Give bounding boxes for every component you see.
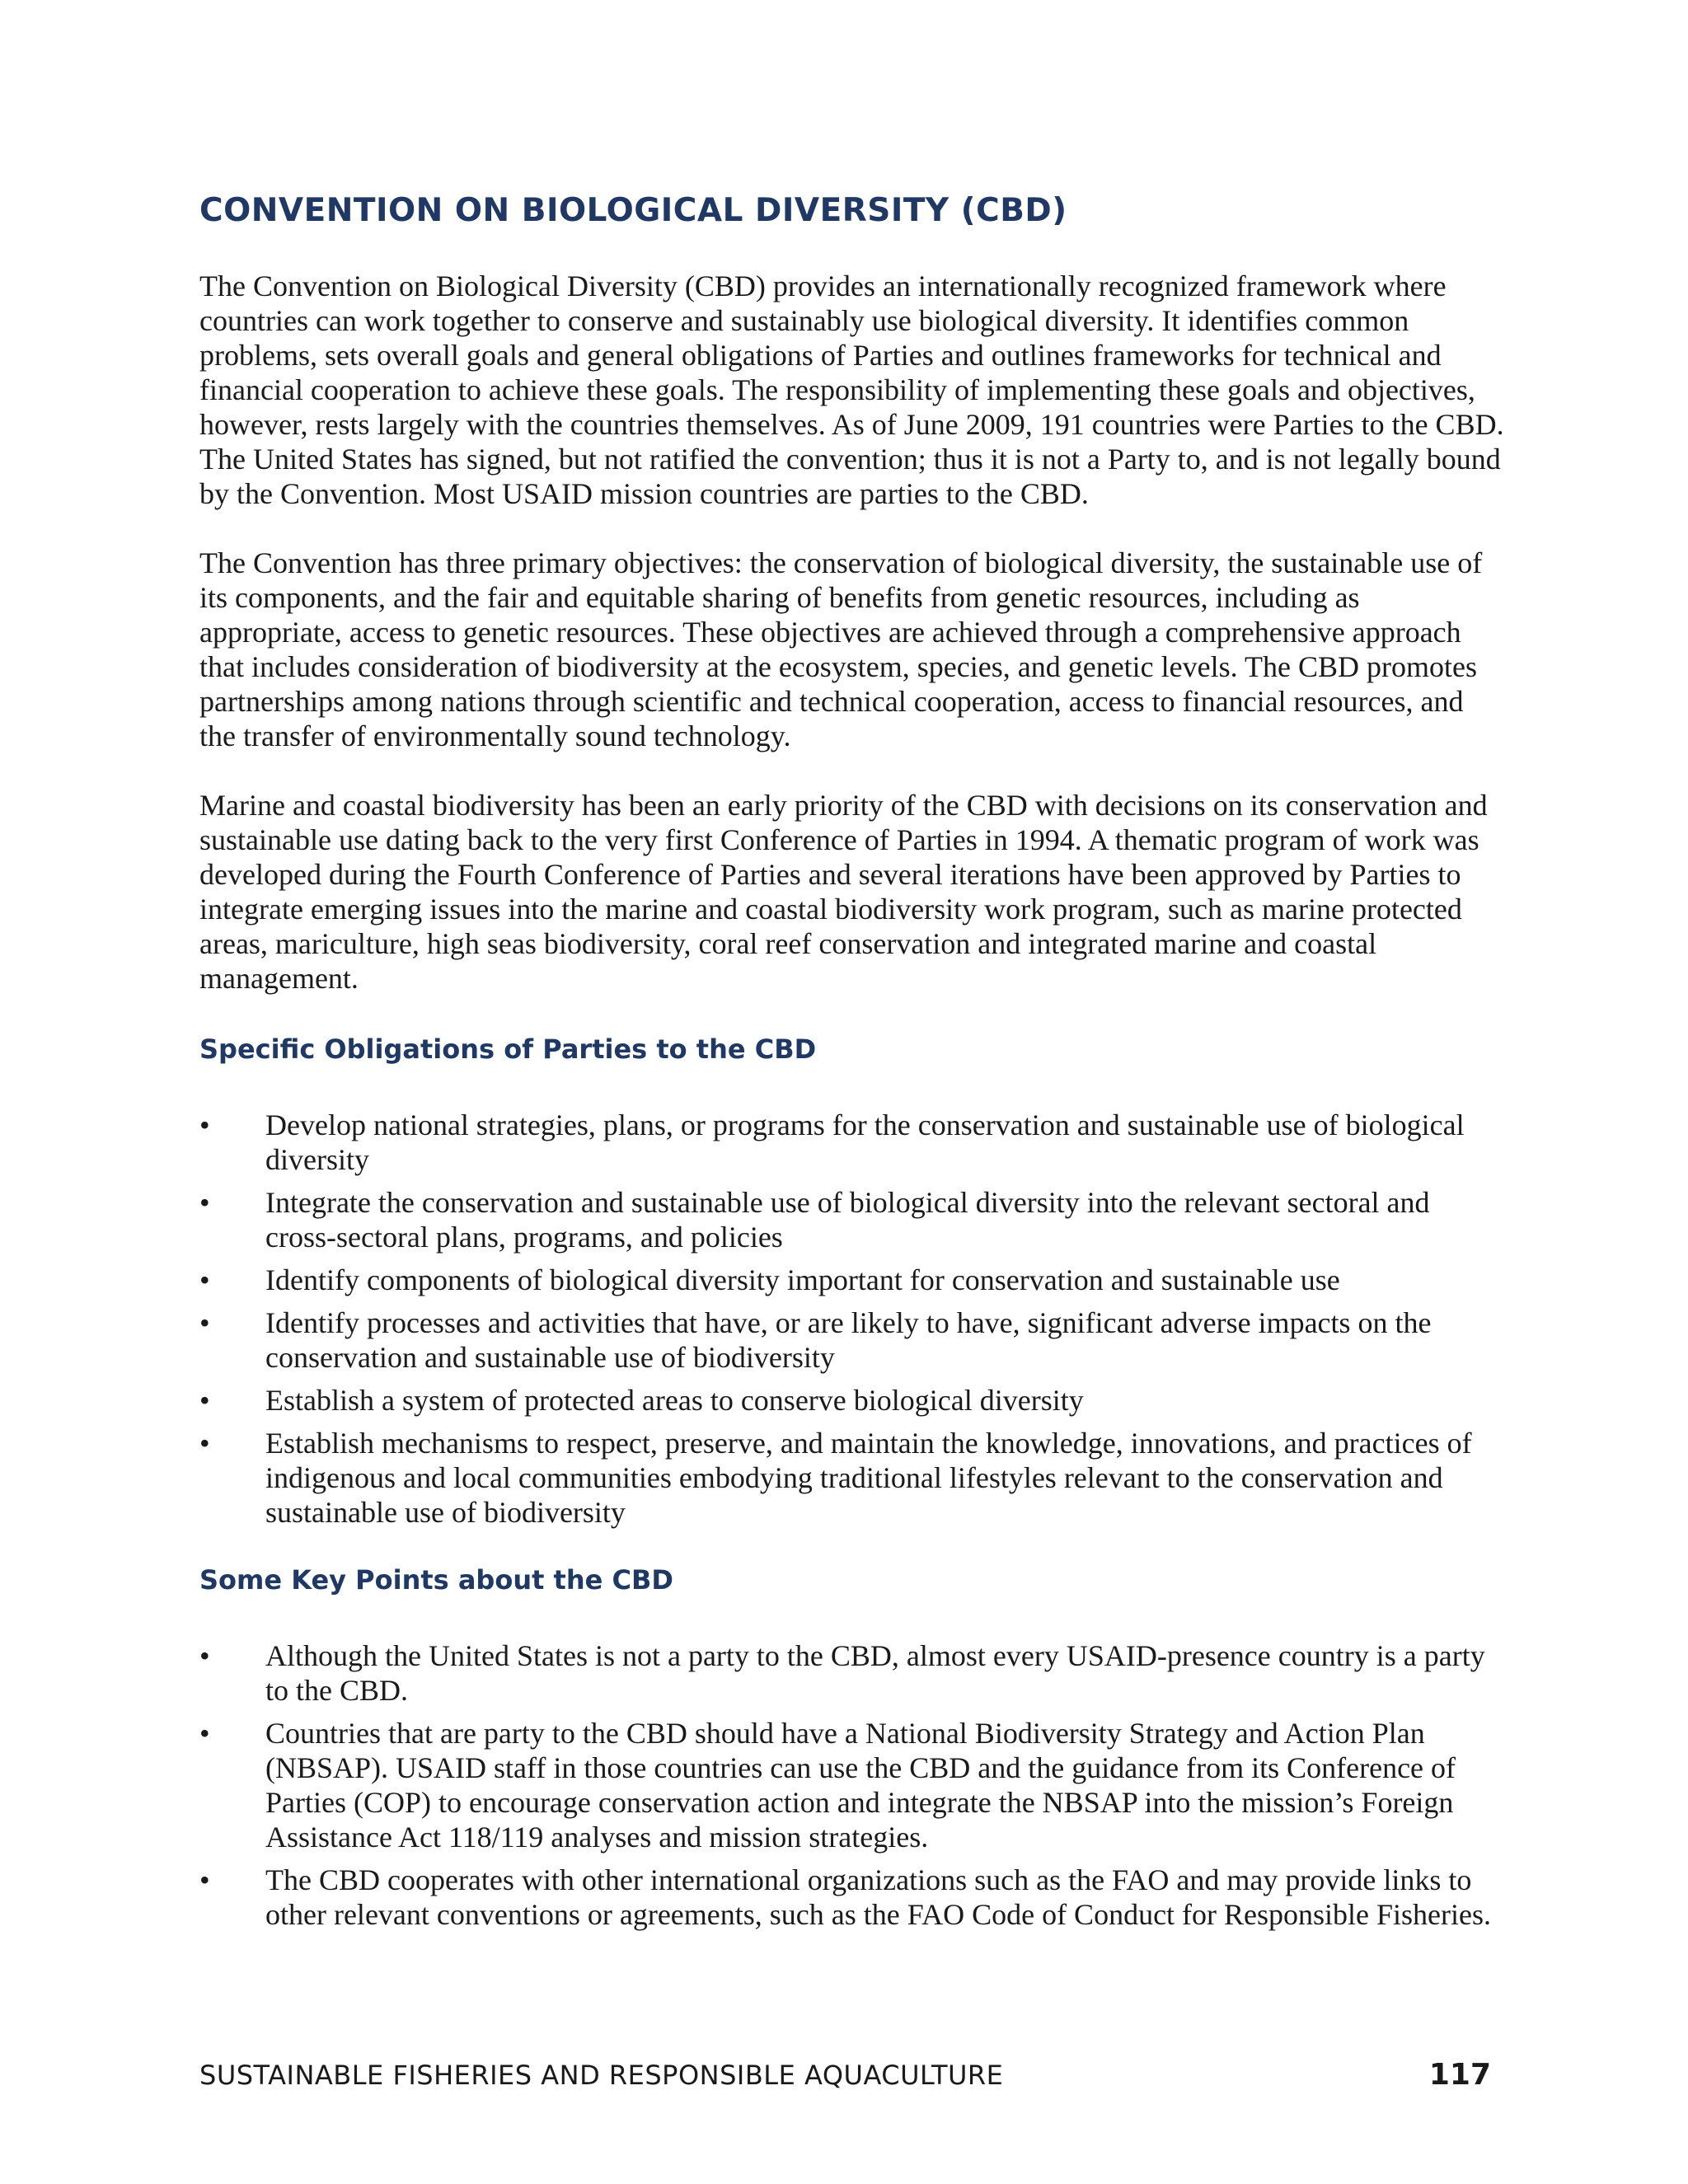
list-item: • Identify components of biological diversity important for conservation and sustainable use [199,1263,1340,1296]
key-points-list [199,1638,1506,1932]
obligations-heading: Specific Obligations of Parties to the CBD [199,1033,817,1065]
page-title: CONVENTION ON BIOLOGICAL DIVERSITY (CBD) [199,192,1067,229]
bullet-icon: • [199,1263,210,1296]
footer-title: SUSTAINABLE FISHERIES AND RESPONSIBLE AQUACULTURE [199,2060,1004,2091]
bullet-icon: • [199,1427,210,1460]
key-points-heading: Some Key Points about the CBD [199,1564,673,1596]
bullet-icon: • [199,1306,210,1339]
bullet-icon: • [199,1639,210,1672]
list-item: • The CBD cooperates with other international organizations such as the FAO and may provide links to other relevant conventions or agreements, such as the FAO Code of Conduct for Responsible Fisheries. [199,1863,1492,1931]
list-item: • Identify processes and activities that have, or are likely to have, significant adverse impacts on the conservation and sustainable use of biodiversity [199,1306,1432,1374]
bullet-icon: • [199,1384,210,1417]
list-item: • Establish a system of protected areas to conserve biological diversity [199,1384,1084,1417]
bullet-icon: • [199,1186,210,1219]
obligations-list [199,1108,1506,1530]
list-item: • Countries that are party to the CBD should have a National Biodiversity Strategy and Action Plan (NBSAP). USAID staff in those countries can use the CBD and the guidance from its Conference of Parties (COP) to encourage conservation action and integrate the NBSAP into the mission’s Foreign Assistance Act 118/119 analyses and mission strategies. [199,1717,1456,1854]
intro-paragraph: The Convention on Biological Diversity (CBD) provides an internationally recognized framework where countries can work together to conserve and sustainably use biological diversity. It identifies common problems, sets overall goals and general obligations of Parties and outlines frameworks for technical and financial cooperation to achieve these goals. The responsibility of implementing these goals and objectives, however, rests largely with the countries themselves. As of June 2009, 191 countries were Parties to the CBD. The United States has signed, but not ratified the convention; thus it is not a Party to, and is not legally bound by the Convention. Most USAID mission countries are parties to the CBD. [199,269,1504,510]
objectives-paragraph: The Convention has three primary objectives: the conservation of biological diversity, the sustainable use of its components, and the fair and equitable sharing of benefits from genetic resources, including as appropriate, access to genetic resources. These objectives are achieved through a comprehensive approach that includes consideration of biodiversity at the ecosystem, species, and genetic levels. The CBD promotes partnerships among nations through scientific and technical cooperation, access to financial resources, and the transfer of environmentally sound technology. [199,546,1483,752]
page-number: 117 [1428,2058,1491,2092]
list-item: • Develop national strategies, plans, or programs for the conservation and sustainable use of biological diversity [199,1108,1465,1176]
bullet-icon: • [199,1863,210,1896]
document-page [199,188,1506,1963]
marine-paragraph: Marine and coastal biodiversity has been an early priority of the CBD with decisions on its conservation and sustainable use dating back to the very first Conference of Parties in 1994. A thematic program of work was developed during the Fourth Conference of Parties and several iterations have been approved by Parties to integrate emerging issues into the marine and coastal biodiversity work program, such as marine protected areas, mariculture, high seas biodiversity, coral reef conservation and integrated marine and coastal management. [199,789,1488,995]
list-item: • Although the United States is not a party to the CBD, almost every USAID-presence country is a party to the CBD. [199,1639,1485,1707]
bullet-icon: • [199,1108,210,1141]
list-item: • Integrate the conservation and sustainable use of biological diversity into the relevant sectoral and cross-sectoral plans, programs, and policies [199,1186,1430,1254]
list-item: • Establish mechanisms to respect, preserve, and maintain the knowledge, innovations, and practices of indigenous and local communities embodying traditional lifestyles relevant to the conservation and sustainable use of biodiversity [199,1427,1472,1529]
page-footer [199,2055,1491,2095]
bullet-icon: • [199,1717,210,1750]
